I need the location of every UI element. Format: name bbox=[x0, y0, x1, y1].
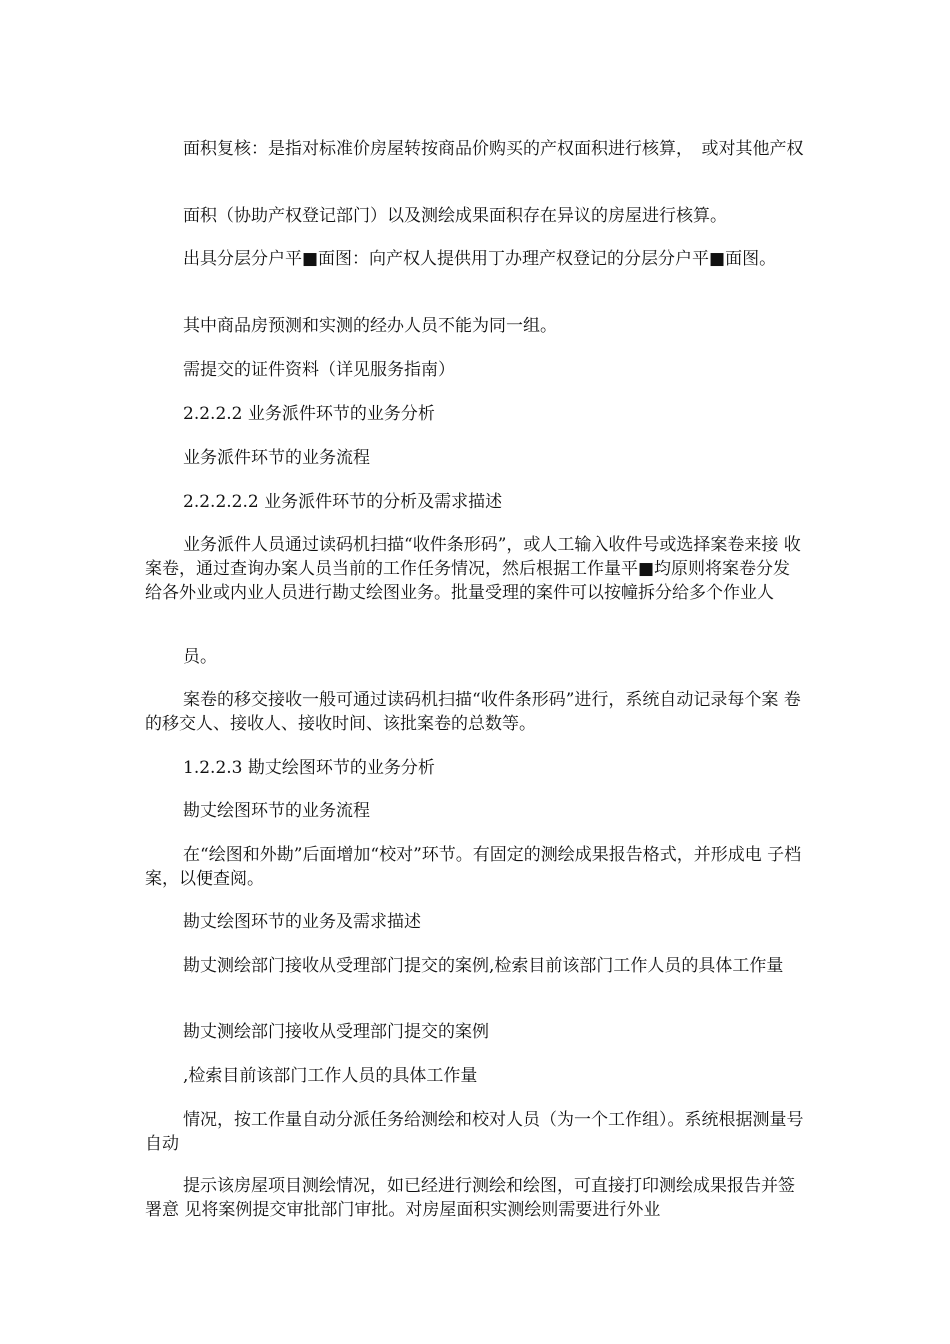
paragraph-required-docs: 需提交的证件资料（详见服务指南） bbox=[183, 360, 455, 380]
paragraph-survey-receive-short: 勘丈测绘部门接收从受理部门提交的案例 bbox=[183, 1022, 489, 1042]
section-heading-dispatch-requirements: 2.2.2.2.2 业务派件环节的分析及需求描述 bbox=[183, 492, 503, 512]
paragraph-auto-assign: 情况，按工作量自动分派任务给测绘和校对人员（为一个工作组）。系统根据测量号自动 bbox=[145, 1110, 804, 1154]
paragraph-add-proofread: 在“绘图和外勘”后面增加“校对”环节。有固定的测绘成果报告格式，并形成电 子档案，以便查阅。 bbox=[145, 845, 802, 889]
paragraph-floor-plan: 出具分层分户平■面图：向产权人提供用丁办理产权登记的分层分户平■面图。 bbox=[183, 249, 777, 269]
paragraph-survey-receive: 勘丈测绘部门接收从受理部门提交的案例,检索目前该部门工作人员的具体工作量 bbox=[183, 956, 784, 976]
paragraph-survey-prompt: 提示该房屋项目测绘情况，如已经进行测绘和绘图，可直接打印测绘成果报告并签署意 见将案例提交审批部门审批。对房屋面积实测绘则需要进行外业 bbox=[145, 1176, 795, 1220]
section-heading-dispatch-analysis: 2.2.2.2 业务派件环节的业务分析 bbox=[183, 404, 435, 424]
paragraph-area-review-cont: 面积（协助产权登记部门）以及测绘成果面积存在异议的房屋进行核算。 bbox=[183, 206, 727, 226]
paragraph-dispatch-description: 业务派件人员通过读码机扫描“收件条形码”，或人工输入收件号或选择案卷来接 收案卷，通过查询办案人员当前的工作任务情况，然后根据工作量平■均原则将案卷分发 给各外业或内业人员进行勘丈绘图业务。批量受理的案件可以按幢拆分给多个作业人 bbox=[145, 535, 801, 603]
section-heading-survey-analysis: 1.2.2.3 勘丈绘图环节的业务分析 bbox=[183, 758, 435, 778]
paragraph-handover: 案卷的移交接收一般可通过读码机扫描“收件条形码”进行，系统自动记录每个案 卷的移交人、接收人、接收时间、该批案卷的总数等。 bbox=[145, 690, 801, 734]
section-heading-dispatch-flow: 业务派件环节的业务流程 bbox=[183, 448, 370, 468]
paragraph-survey-workload: ,检索目前该部门工作人员的具体工作量 bbox=[183, 1066, 478, 1086]
section-heading-survey-flow: 勘丈绘图环节的业务流程 bbox=[183, 801, 370, 821]
paragraph-staff-rule: 其中商品房预测和实测的经办人员不能为同一组。 bbox=[183, 316, 557, 336]
section-heading-survey-requirements: 勘丈绘图环节的业务及需求描述 bbox=[183, 912, 421, 932]
paragraph-dispatch-description-end: 员。 bbox=[183, 647, 217, 667]
paragraph-area-review: 面积复核：是指对标准价房屋转按商品价购买的产权面积进行核算， 或对其他产权 bbox=[183, 139, 804, 159]
